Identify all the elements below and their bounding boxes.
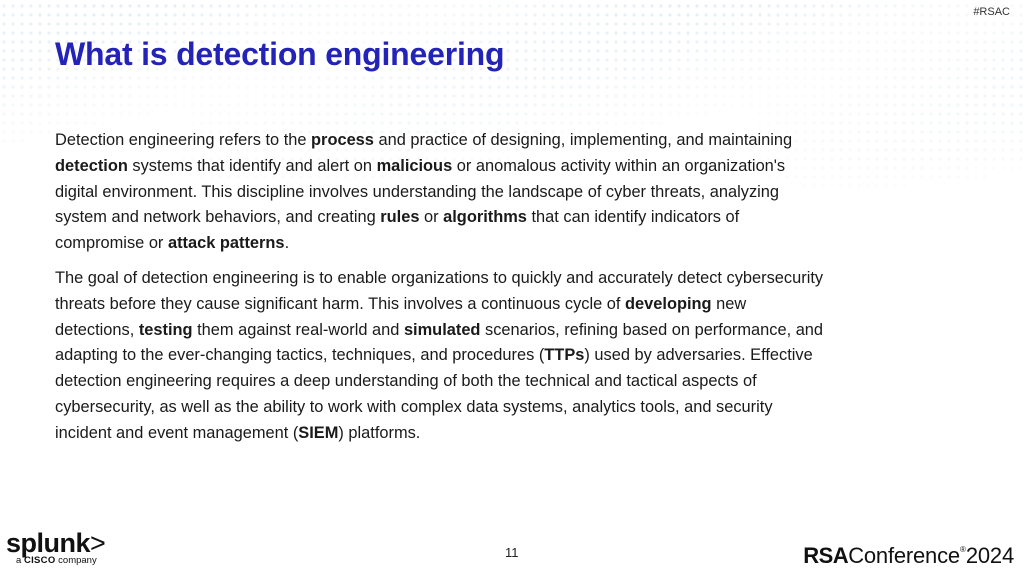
- page-number: 11: [505, 545, 519, 560]
- emphasized-term: attack patterns: [167, 234, 285, 253]
- splunk-tagline-prefix: a: [16, 555, 22, 566]
- text-run: or: [419, 208, 444, 227]
- splunk-tagline-suffix: company: [58, 555, 97, 566]
- slide-title: What is detection engineering: [55, 36, 505, 72]
- splunk-logo-word: splunk: [6, 528, 91, 558]
- text-run: systems that identify and alert on: [127, 156, 377, 175]
- slide-body: [55, 128, 825, 456]
- splunk-logo: [6, 528, 105, 566]
- emphasized-term: testing: [138, 320, 193, 339]
- text-run: ) used by adversaries. Effective detection engineering requires a deep understanding of both the technical and tactical aspects of cybersecurity, as well as the ability to work with complex data systems, analytics tools, and security incident and event management (: [55, 346, 813, 442]
- registered-mark-icon: ®: [959, 545, 966, 554]
- text-run: .: [284, 234, 290, 253]
- emphasized-term: detection: [55, 156, 128, 175]
- text-run: that can identify indicators of compromise or: [55, 208, 740, 253]
- rsac-logo-conference: Conference: [848, 543, 960, 568]
- cisco-wordmark: CISCO: [23, 555, 56, 566]
- text-run: new detections,: [55, 294, 747, 339]
- rsac-logo: [803, 543, 1014, 569]
- event-hashtag: #RSAC: [973, 6, 1010, 18]
- splunk-chevron-icon: >: [90, 528, 106, 558]
- emphasized-term: developing: [625, 294, 712, 313]
- emphasized-term: process: [311, 131, 374, 149]
- text-run: them against real-world and: [192, 320, 404, 339]
- paragraph-definition: [55, 128, 825, 257]
- paragraph-goal: [55, 266, 825, 447]
- text-run: ) platforms.: [338, 423, 421, 442]
- rsac-logo-year: 2024: [965, 543, 1014, 568]
- emphasized-term: TTPs: [544, 346, 585, 365]
- emphasized-term: simulated: [403, 320, 481, 339]
- emphasized-term: rules: [380, 208, 420, 227]
- text-run: Detection engineering refers to the: [55, 131, 312, 149]
- text-run: and practice of designing, implementing, and maintaining: [373, 131, 793, 149]
- emphasized-term: SIEM: [298, 423, 339, 442]
- text-run: or anomalous activity within an organization's digital environment. This discipline involves understanding the landscape of cyber threats, analyzing system and network behaviors, and creating: [55, 156, 786, 227]
- text-run: The goal of detection engineering is to enable organizations to quickly and accurately detect cybersecurity threats before they cause significant harm. This involves a continuous cycle of: [55, 268, 824, 313]
- emphasized-term: malicious: [376, 156, 453, 175]
- emphasized-term: algorithms: [443, 208, 527, 227]
- rsac-logo-rsa: RSA: [803, 543, 849, 568]
- text-run: scenarios, refining based on performance, and adapting to the ever-changing tactics, techniques, and procedures (: [55, 320, 824, 365]
